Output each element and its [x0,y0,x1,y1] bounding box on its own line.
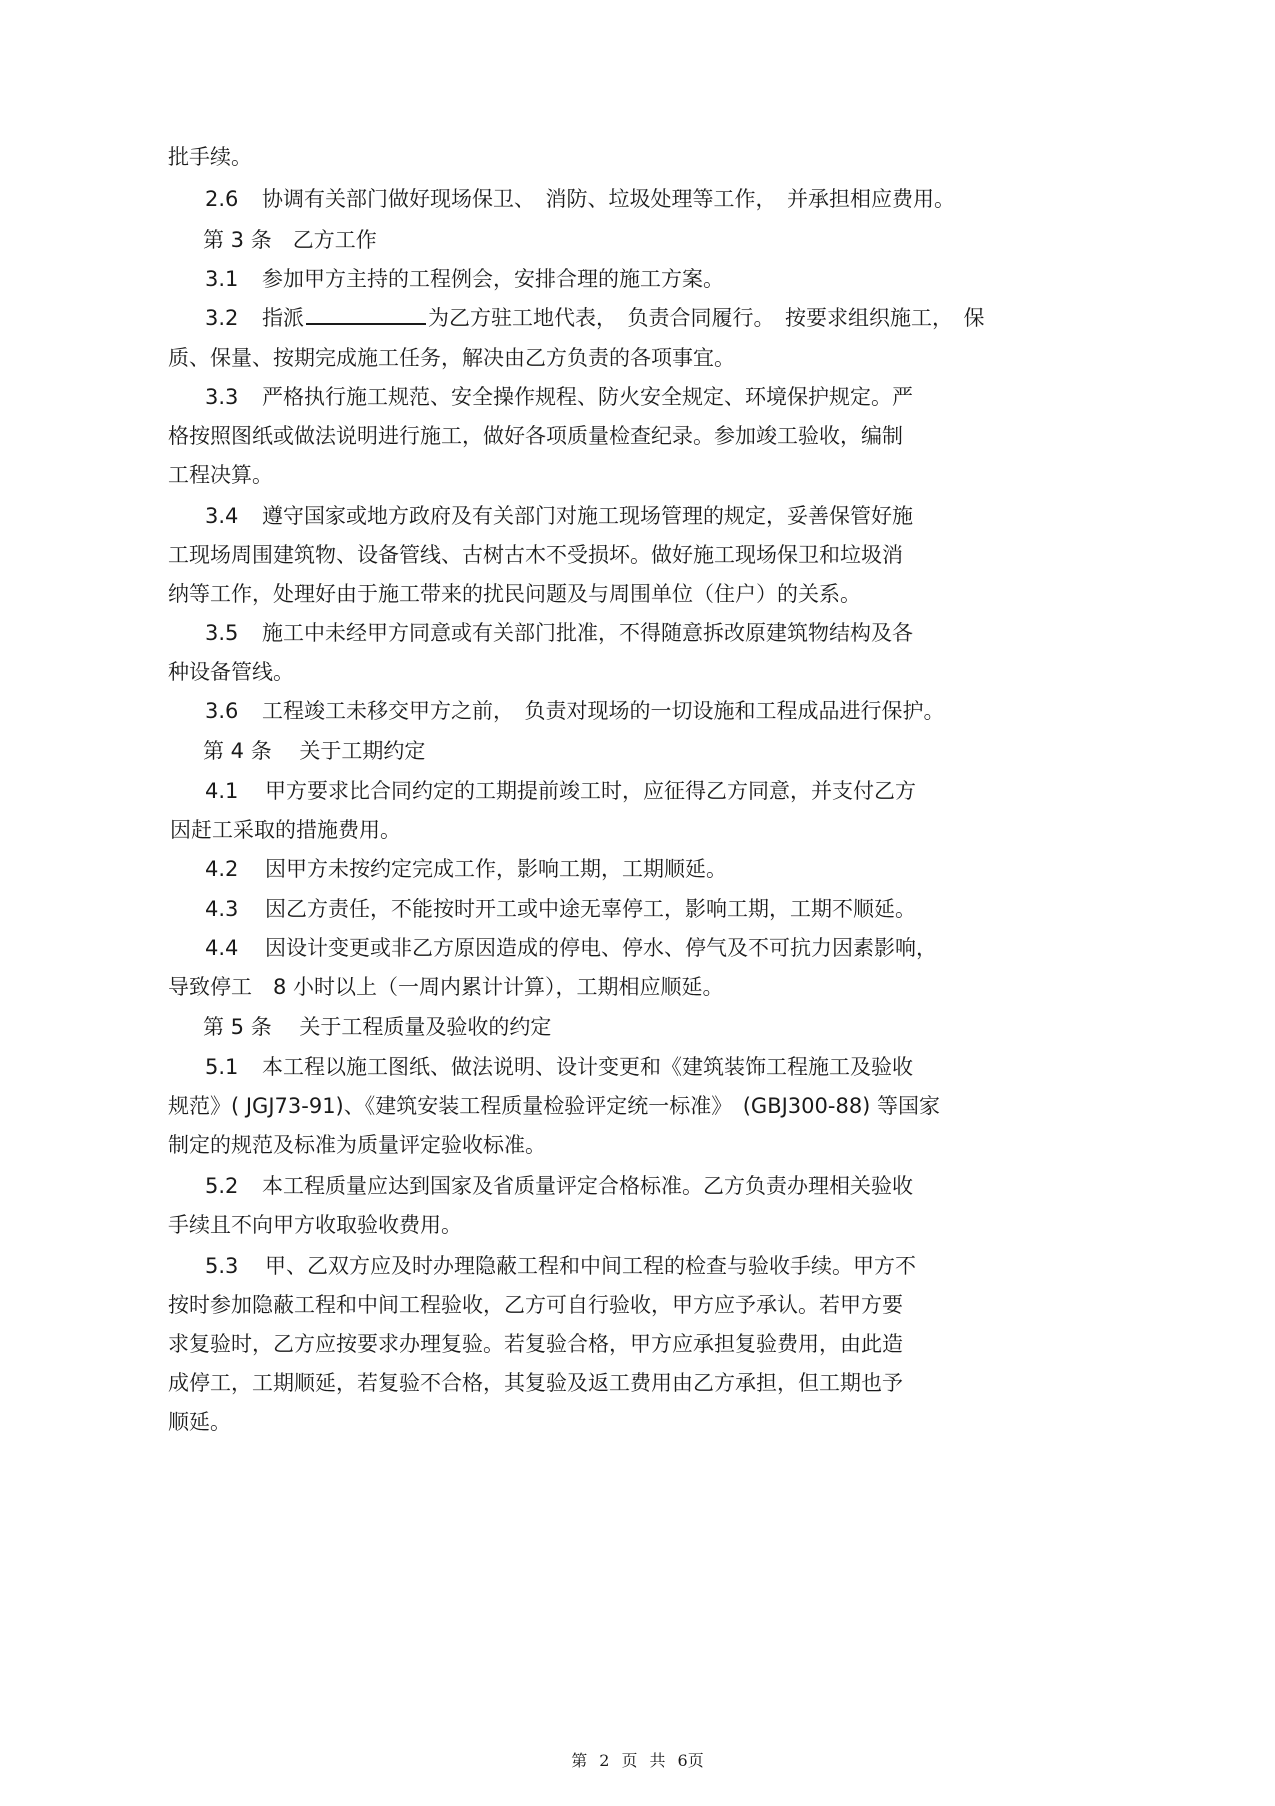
text-line: 种设备管线。 [168,660,294,684]
footer-total-label: 共 [649,1751,666,1770]
text-line: 规范》( JGJ73-91)、《建筑安装工程质量检验评定统一标准》 (GBJ300-88) 等国家 [168,1094,941,1118]
clause-3-2 [205,304,985,332]
clause-number: 3.6 [205,699,239,723]
text-line: 批手续。 [168,145,252,169]
clause-text: 指派 [262,306,304,330]
clause-number: 4.2 [205,857,239,881]
clause-3-5 [205,619,913,647]
clause-text: 因乙方责任，不能按时开工或中途无辜停工，影响工期，工期不顺延。 [265,897,916,921]
clause-number: 3.4 [205,504,239,528]
clause-number: 3.1 [205,267,239,291]
clause-2-6 [205,185,955,213]
clause-5-2 [205,1172,913,1200]
footer-page-number: 2 [599,1751,610,1770]
clause-5-1 [205,1053,913,1081]
clause-text: 甲、乙双方应及时办理隐蔽工程和中间工程的检查与验收手续。甲方不 [265,1254,916,1278]
clause-text: 甲方要求比合同约定的工期提前竣工时，应征得乙方同意，并支付乙方 [265,779,916,803]
article-4-heading: 第 4 条 关于工期约定 [203,739,426,763]
text-line: 格按照图纸或做法说明进行施工，做好各项质量检查纪录。参加竣工验收，编制 [168,424,903,448]
clause-4-2 [205,855,727,883]
clause-number: 5.3 [205,1254,239,1278]
text-line: 制定的规范及标准为质量评定验收标准。 [168,1133,546,1157]
text-line: 成停工，工期顺延，若复验不合格，其复验及返工费用由乙方承担，但工期也予 [168,1371,903,1395]
footer-total-pages: 6页 [677,1751,704,1770]
clause-text: 工程竣工未移交甲方之前， 负责对现场的一切设施和工程成品进行保护。 [262,699,945,723]
clause-number: 5.1 [205,1055,239,1079]
text-line: 顺延。 [168,1410,231,1434]
clause-3-6 [205,697,945,725]
clause-text: 施工中未经甲方同意或有关部门批准，不得随意拆改原建筑物结构及各 [262,621,913,645]
clause-3-3 [205,383,913,411]
footer-page-label: 第 [571,1751,588,1770]
blank-field [306,305,426,325]
clause-4-1 [205,777,916,805]
clause-text: 为乙方驻工地代表， 负责合同履行。 按要求组织施工， 保 [428,306,985,330]
text-line: 求复验时，乙方应按要求办理复验。若复验合格，甲方应承担复验费用，由此造 [168,1332,903,1356]
text-line: 纳等工作，处理好由于施工带来的扰民问题及与周围单位（住户）的关系。 [168,582,861,606]
clause-text: 严格执行施工规范、安全操作规程、防火安全规定、环境保护规定。严 [262,385,913,409]
footer-page-unit: 页 [621,1751,638,1770]
clause-number: 5.2 [205,1174,239,1198]
clause-number: 2.6 [205,187,239,211]
clause-3-4 [205,502,913,530]
clause-5-3 [205,1252,916,1280]
clause-text: 参加甲方主持的工程例会，安排合理的施工方案。 [262,267,724,291]
clause-text: 本工程质量应达到国家及省质量评定合格标准。乙方负责办理相关验收 [262,1174,913,1198]
page-footer [0,1750,1275,1772]
clause-4-4 [205,934,937,962]
clause-text: 本工程以施工图纸、做法说明、设计变更和《建筑装饰工程施工及验收 [262,1055,913,1079]
clause-number: 3.3 [205,385,239,409]
clause-number: 4.1 [205,779,239,803]
clause-3-1 [205,265,724,293]
text-line: 按时参加隐蔽工程和中间工程验收，乙方可自行验收，甲方应予承认。若甲方要 [168,1293,903,1317]
clause-text: 因设计变更或非乙方原因造成的停电、停水、停气及不可抗力因素影响， [265,936,937,960]
clause-text: 因甲方未按约定完成工作，影响工期，工期顺延。 [265,857,727,881]
clause-number: 4.3 [205,897,239,921]
clause-4-3 [205,895,916,923]
text-line: 质、保量、按期完成施工任务，解决由乙方负责的各项事宜。 [168,346,735,370]
text-line: 导致停工 8 小时以上（一周内累计计算），工期相应顺延。 [168,975,724,999]
text-line: 因赶工采取的措施费用。 [170,818,401,842]
clause-number: 4.4 [205,936,239,960]
text-line: 工现场周围建筑物、设备管线、古树古木不受损坏。做好施工现场保卫和垃圾消 [168,543,903,567]
article-3-heading: 第 3 条 乙方工作 [203,228,377,252]
clause-number: 3.2 [205,306,239,330]
text-line: 手续且不向甲方收取验收费用。 [168,1213,462,1237]
article-5-heading: 第 5 条 关于工程质量及验收的约定 [203,1015,552,1039]
clause-text: 遵守国家或地方政府及有关部门对施工现场管理的规定，妥善保管好施 [262,504,913,528]
clause-text: 协调有关部门做好现场保卫、 消防、垃圾处理等工作， 并承担相应费用。 [262,187,955,211]
clause-number: 3.5 [205,621,239,645]
text-line: 工程决算。 [168,463,273,487]
